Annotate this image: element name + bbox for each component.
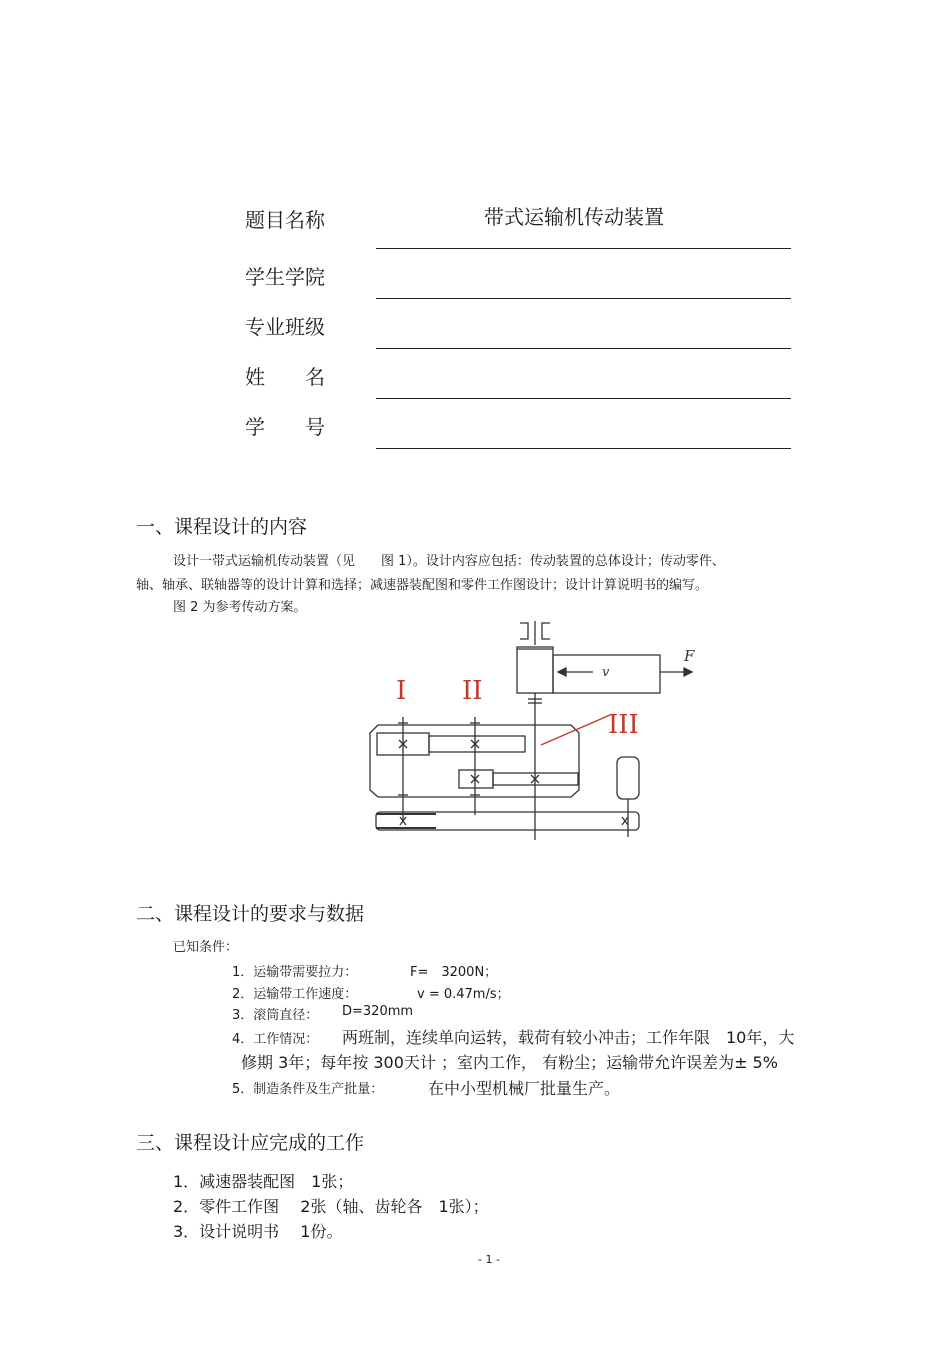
section2-title: 二、课程设计的要求与数据 <box>136 903 365 925</box>
college-underline <box>376 298 791 299</box>
title-label: 题目名称 <box>245 208 325 232</box>
section1-para-line3: 图 2 为参考传动方案。 <box>173 600 307 615</box>
work-item-1: 1．减速器装配图 1张； <box>173 1172 354 1191</box>
item5-value: 在中小型机械厂批量生产。 <box>428 1079 621 1098</box>
coupling-left-bracket <box>520 623 528 639</box>
item3-value: D=320mm <box>342 1004 414 1019</box>
item4-label: 4．工作情况： <box>232 1032 319 1047</box>
item2-value: v = 0.47m/s； <box>417 987 510 1002</box>
student-id-label: 学 号 <box>245 415 325 439</box>
class-underline <box>376 348 791 349</box>
label-III: III <box>608 710 639 740</box>
college-label: 学生学院 <box>245 265 325 289</box>
motor <box>617 757 639 799</box>
gear-3 <box>459 770 493 788</box>
label-F: F <box>684 647 695 665</box>
item4-value: 两班制，连续单向运转，载荷有较小冲击；工作年限 10年，大 <box>342 1028 795 1047</box>
item1-label: 1．运输带需要拉力： <box>232 965 358 980</box>
known-conditions: 已知条件： <box>173 940 239 955</box>
drum-box <box>517 647 553 693</box>
item1-value: F= 3200N； <box>410 965 498 980</box>
title-underline <box>376 248 791 249</box>
transmission-diagram <box>330 615 710 850</box>
page-number: - 1 - <box>478 1253 500 1266</box>
section1-para-line2: 轴、轴承、联轴器等的设计计算和选择；减速器装配图和零件工作图设计；设计计算说明书的编写。 <box>136 578 709 593</box>
title-value: 带式运输机传动装置 <box>484 205 664 229</box>
coupling-right-bracket <box>542 623 550 639</box>
gear-2 <box>429 736 525 752</box>
item3-label: 3．滚筒直径： <box>232 1008 319 1023</box>
section3-title: 三、课程设计应完成的工作 <box>136 1132 365 1154</box>
item2-label: 2．运输带工作速度： <box>232 987 358 1002</box>
name-label: 姓 名 <box>245 365 325 389</box>
item4-continuation: 修期 3年；每年按 300天计 ；室内工作， 有粉尘；运输带允许误差为± 5% <box>241 1053 778 1072</box>
name-underline <box>376 398 791 399</box>
class-label: 专业班级 <box>245 315 325 339</box>
section1-title: 一、课程设计的内容 <box>136 516 308 538</box>
work-item-3: 3．设计说明书 1份。 <box>173 1222 343 1241</box>
work-item-2: 2．零件工作图 2张（轴、齿轮各 1张）； <box>173 1197 489 1216</box>
section1-para-line1: 设计一带式运输机传动装置（见 图 1）。设计内容应包括：传动装置的总体设计；传动零件、 <box>173 554 725 569</box>
item5-label: 5．制造条件及生产批量： <box>232 1082 384 1097</box>
student-id-underline <box>376 448 791 449</box>
label-v: v <box>602 665 610 680</box>
label-I: I <box>396 676 407 706</box>
label-II: II <box>462 676 483 706</box>
